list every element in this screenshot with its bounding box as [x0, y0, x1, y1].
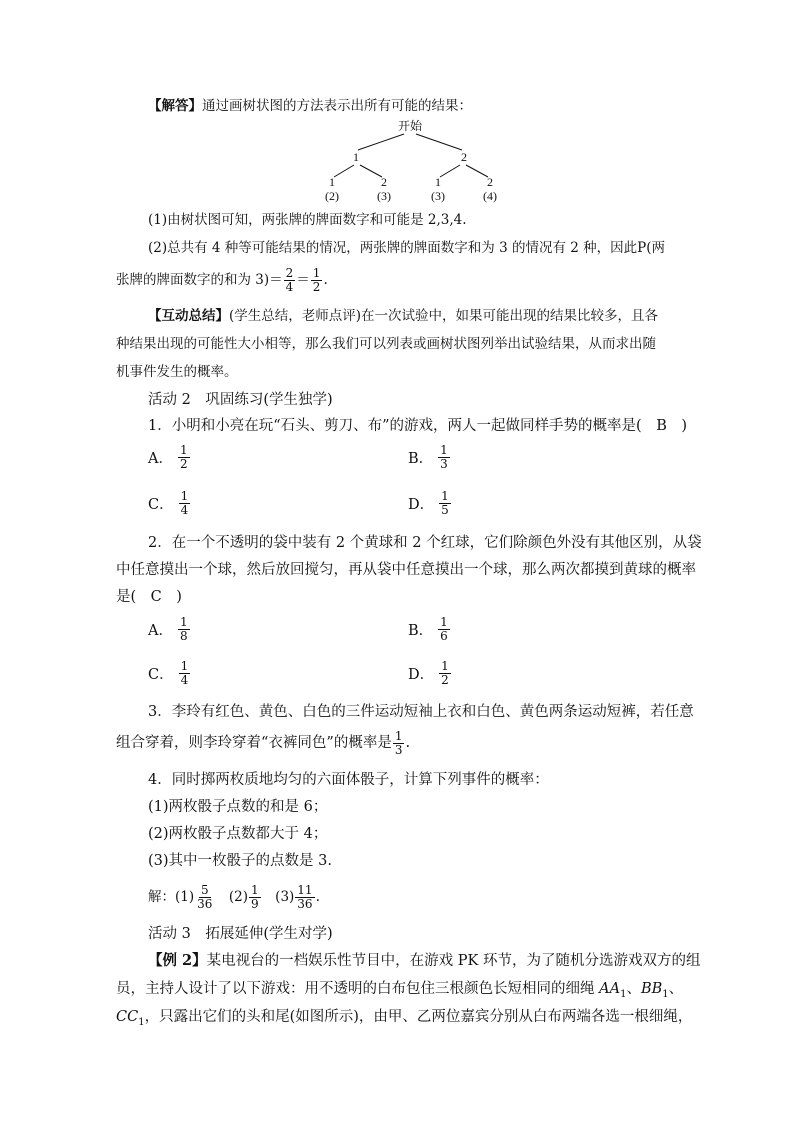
- q4-line1: 4．同时掷两枚质地均匀的六面体骰子，计算下列事件的概率：: [148, 772, 549, 788]
- rope-sub: 1: [620, 988, 627, 1000]
- option-frac: $\frac{1}{8}$: [179, 615, 188, 643]
- summary-line1: [148, 306, 658, 326]
- activity3-title: 活动 3 拓展延伸(学生对学): [148, 926, 333, 942]
- rope-bb: BB: [640, 981, 663, 997]
- summary-line2: 种结果出现的可能性大小相等，那么我们可以列表或画树状图列举出试验结果，从而求出随: [116, 336, 656, 352]
- solution-frac: $\frac{11}{36}$: [297, 883, 313, 911]
- answer-p2a: (2)总共有 4 种等可能结果的情况，两张牌的牌面数字和为 3 的情况有 2 种，因此: [148, 240, 638, 256]
- ex2-tag: 【例 2】: [148, 952, 207, 969]
- q1-option-d: [408, 490, 452, 517]
- solution-part: (3): [275, 889, 295, 905]
- tree-edge: [416, 134, 462, 150]
- solution-frac: $\frac{5}{36}$: [197, 883, 213, 911]
- ex2-line2: 员，主持人设计了以下游戏：用不透明的白布包住三根颜色长短相同的细绳 $AA_1$、$BB_1$、: [116, 981, 684, 1000]
- tree-outcome: (4): [483, 189, 497, 203]
- ex2-line3: [116, 1007, 692, 1033]
- tree-diagram: [312, 118, 512, 204]
- q3-line1: 3．李玲有红色、黄色、白色的三件运动短袖上衣和白色、黄色两条运动短裤，若任意: [148, 704, 694, 720]
- tree-root: 开始: [397, 119, 423, 133]
- option-frac: $\frac{1}{2}$: [179, 443, 188, 471]
- q3-line2: 组合穿着，则李玲穿着“衣裤同色”的概率是 $\frac{1}{3}$ .: [116, 728, 411, 757]
- q3-answer-frac: $\frac{1}{3}$: [394, 728, 403, 757]
- answer-frac-1: $\frac{2}{4}$: [285, 266, 294, 294]
- option-frac: $\frac{1}{6}$: [440, 615, 448, 643]
- option-label: B．: [408, 623, 434, 639]
- tree-outcome: (2): [325, 189, 339, 203]
- q4-solution: 解：(1) $\frac{5}{36}$ (2) $\frac{1}{9}$ (3) $\frac{11}{36}$ .: [148, 883, 320, 911]
- answer-frac-2: $\frac{1}{2}$: [312, 266, 321, 294]
- summary-text-1: (学生总结，老师点评)在一次试验中，如果可能出现的结果比较多，且各: [229, 308, 659, 324]
- ex2-text-3: ，只露出它们的头和尾(如图所示)，由甲、乙两位嘉宾分别从白布两端各选一根细绳，: [144, 1009, 693, 1025]
- option-label: D．: [408, 497, 435, 513]
- solution-label: 解：: [148, 889, 175, 905]
- q2-line2: 中任意摸出一个球，然后放回搅匀，再从袋中任意摸出一个球，那么两次都摸到黄球的概率: [116, 562, 696, 578]
- tree-edge: [360, 165, 382, 177]
- answer-tag: 【解答】: [148, 98, 202, 114]
- solution-part: (1): [175, 889, 195, 905]
- solution-part: (2): [228, 889, 249, 905]
- q2-option-d: [408, 660, 452, 687]
- answer-p-open: P(两: [637, 240, 665, 256]
- answer-p2b: 张牌的牌面数字的和为 3)＝: [116, 272, 283, 288]
- answer-p2-line2: 张牌的牌面数字的和为 3)＝ $\frac{2}{4}$ ＝ $\frac{1}{2}$ .: [116, 266, 328, 294]
- tree-level2-node: 1: [329, 175, 335, 189]
- q2-option-a: [148, 616, 191, 643]
- option-frac: $\frac{1}{5}$: [441, 489, 449, 517]
- tree-level2-node: 2: [381, 175, 387, 189]
- tree-edge: [440, 165, 460, 177]
- answer-intro-line: [148, 96, 472, 116]
- q2-option-b: [408, 616, 451, 643]
- q4-sub3: (3)其中一枚骰子的点数是 3.: [148, 853, 332, 869]
- q1-option-c: [148, 490, 191, 517]
- summary-line3: 机事件发生的概率。: [116, 364, 238, 380]
- q4-sub1: (1)两枚骰子点数的和是 6；: [148, 799, 328, 815]
- tree-level2-node: 1: [435, 175, 441, 189]
- tree-edge: [334, 165, 354, 177]
- ex2-text-1: 某电视台的一档娱乐性节目中，在游戏 PK 环节，为了随机分选游戏双方的组: [206, 953, 701, 969]
- ex2-text-2: 员，主持人设计了以下游戏：用不透明的白布包住三根颜色长短相同的细绳: [116, 981, 595, 997]
- option-label: A．: [148, 623, 173, 639]
- option-label: A．: [148, 451, 173, 467]
- option-frac: $\frac{1}{3}$: [440, 443, 448, 471]
- q1-option-a: [148, 444, 191, 471]
- tree-outcome: (3): [377, 189, 391, 203]
- option-frac: $\frac{1}{2}$: [441, 659, 449, 687]
- q2-line1: 2．在一个不透明的袋中装有 2 个黄球和 2 个红球，它们除颜色外没有其他区别，从袋: [148, 535, 702, 551]
- option-frac: $\frac{1}{4}$: [180, 489, 189, 517]
- tree-level1-node: 1: [353, 150, 359, 164]
- rope-cc: CC: [116, 1009, 139, 1025]
- rope-aa: AA: [599, 981, 621, 997]
- q4-sub2: (2)两枚骰子点数都大于 4；: [148, 826, 328, 842]
- tree-level2-node: 2: [487, 175, 493, 189]
- q2-option-c: [148, 660, 191, 687]
- activity2-title: 活动 2 巩固练习(学生独学): [148, 392, 333, 408]
- option-label: D．: [408, 667, 435, 683]
- answer-p2-line1: [148, 238, 665, 258]
- option-label: C．: [148, 497, 174, 513]
- tree-level1-node: 2: [461, 150, 467, 164]
- q1-text: 1．小明和小亮在玩“石头、剪刀、布”的游戏，两人一起做同样手势的概率是( B ): [148, 418, 688, 434]
- rope-sub: 1: [662, 988, 669, 1000]
- answer-intro: 通过画树状图的方法表示出所有可能的结果：: [202, 98, 472, 114]
- solution-frac: $\frac{1}{9}$: [251, 883, 259, 911]
- option-label: C．: [148, 667, 174, 683]
- q2-line3: 是( C ): [116, 589, 182, 605]
- q3-text: 组合穿着，则李玲穿着“衣裤同色”的概率是: [116, 735, 392, 751]
- tree-edge: [466, 165, 488, 177]
- tree-outcome: (3): [431, 189, 445, 203]
- tree-edge: [358, 134, 404, 150]
- rope-sub: 1: [138, 1016, 145, 1028]
- q1-option-b: [408, 444, 451, 471]
- option-label: B．: [408, 451, 434, 467]
- ex2-line1: [148, 951, 700, 971]
- answer-p1: (1)由树状图可知，两张牌的牌面数字和可能是 2,3,4.: [148, 212, 467, 228]
- option-frac: $\frac{1}{4}$: [180, 659, 189, 687]
- summary-tag: 【互动总结】: [148, 308, 229, 324]
